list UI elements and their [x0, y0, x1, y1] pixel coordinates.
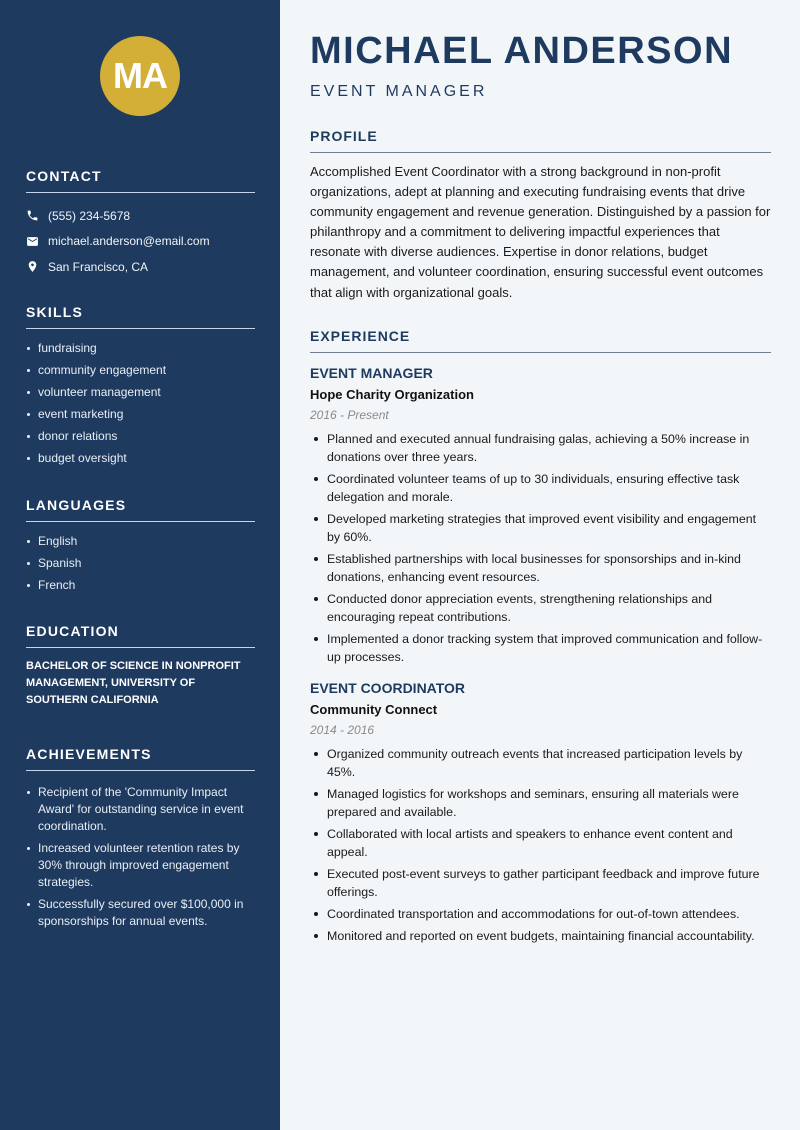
education-section: [26, 623, 255, 709]
section-title-skills: SKILLS: [26, 304, 255, 329]
section-title-achievements: ACHIEVEMENTS: [26, 746, 255, 771]
skill-item: event marketing: [26, 403, 255, 425]
avatar-initials: MA: [113, 55, 167, 96]
language-item: French: [26, 574, 255, 596]
achievements-section: [26, 746, 255, 935]
profile-summary: Accomplished Event Coordinator with a strong background in non-profit organizations, adept at planning and executing fundraising events that drive community engagement and revenue generation. Distinguished by a passion for philanthropy and a commitment to delivering impactful experiences that resonate with diverse audiences. Expertise in donor relations, budget management, and volunteer coordination, ensuring successful event outcomes that align with organizational goals.: [310, 164, 771, 300]
job-bullet: Developed marketing strategies that improved event visibility and engagement by 60%.: [310, 510, 771, 546]
job-bullet: Monitored and reported on event budgets, maintaining financial accountability.: [310, 927, 771, 945]
job-bullet: Established partnerships with local businesses for sponsorships and in-kind donations, enhancing event resources.: [310, 550, 771, 586]
sidebar: [0, 0, 280, 1130]
job-entry: [310, 680, 771, 945]
job-title: EVENT MANAGER: [310, 365, 433, 381]
language-item: Spanish: [26, 552, 255, 574]
email-icon: [26, 235, 39, 248]
job-bullet: Managed logistics for workshops and seminars, ensuring all materials were prepared and available.: [310, 785, 771, 821]
phone-icon: [26, 209, 39, 222]
job-bullet: Collaborated with local artists and speakers to enhance event content and appeal.: [310, 825, 771, 861]
skills-section: [26, 304, 255, 469]
job-bullet: Executed post-event surveys to gather participant feedback and improve future offerings.: [310, 865, 771, 901]
language-item: English: [26, 530, 255, 552]
job-entry: [310, 365, 771, 666]
job-bullets: [310, 745, 771, 945]
job-bullet: Planned and executed annual fundraising galas, achieving a 50% increase in donations over three years.: [310, 430, 771, 466]
job-dates: 2016 - Present: [310, 408, 389, 422]
job-title: EVENT COORDINATOR: [310, 680, 466, 696]
section-title-profile: PROFILE: [310, 128, 771, 153]
job-company: Hope Charity Organization: [310, 387, 474, 402]
contact-location-text: San Francisco, CA: [48, 259, 149, 274]
job-company: Community Connect: [310, 702, 438, 717]
candidate-role: EVENT MANAGER: [310, 83, 488, 100]
achievement-item: Recipient of the 'Community Impact Award' for outstanding service in event coordination.: [26, 784, 255, 835]
skill-item: volunteer management: [26, 381, 255, 403]
contact-location: [26, 254, 255, 280]
location-pin-icon: [26, 260, 39, 273]
section-title-experience: EXPERIENCE: [310, 328, 771, 353]
job-bullet: Coordinated transportation and accommodations for out-of-town attendees.: [310, 905, 771, 923]
job-bullet: Implemented a donor tracking system that improved communication and follow-up processes.: [310, 630, 771, 666]
education-degree: BACHELOR OF SCIENCE IN NONPROFIT MANAGEMENT, UNIVERSITY OF SOUTHERN CALIFORNIA: [26, 660, 241, 706]
job-bullet: Conducted donor appreciation events, strengthening relationships and encouraging repeat contributions.: [310, 590, 771, 626]
skills-list: [26, 337, 255, 469]
experience-section: [310, 328, 771, 949]
profile-section: [310, 128, 771, 303]
achievements-list: [26, 784, 255, 930]
contact-section: [26, 168, 255, 280]
candidate-name: MICHAEL ANDERSON: [310, 30, 734, 72]
skill-item: community engagement: [26, 359, 255, 381]
section-title-education: EDUCATION: [26, 623, 255, 648]
job-bullet: Organized community outreach events that increased participation levels by 45%.: [310, 745, 771, 781]
section-title-languages: LANGUAGES: [26, 497, 255, 522]
contact-email: [26, 229, 255, 255]
achievement-item: Successfully secured over $100,000 in sponsorships for annual events.: [26, 896, 255, 930]
contact-list: [26, 203, 255, 280]
languages-section: [26, 497, 255, 596]
skill-item: budget oversight: [26, 447, 255, 469]
section-title-contact: CONTACT: [26, 168, 255, 193]
avatar: [100, 36, 180, 116]
contact-email-text[interactable]: michael.anderson@email.com: [48, 234, 210, 249]
job-dates: 2014 - 2016: [310, 723, 375, 737]
skill-item: fundraising: [26, 337, 255, 359]
achievement-item: Increased volunteer retention rates by 30% through improved engagement strategies.: [26, 840, 255, 891]
job-bullets: [310, 430, 771, 666]
contact-phone: [26, 203, 255, 229]
languages-list: [26, 530, 255, 596]
skill-item: donor relations: [26, 425, 255, 447]
contact-phone-text: (555) 234-5678: [48, 208, 131, 223]
job-bullet: Coordinated volunteer teams of up to 30 individuals, ensuring effective task delegation and morale.: [310, 470, 771, 506]
